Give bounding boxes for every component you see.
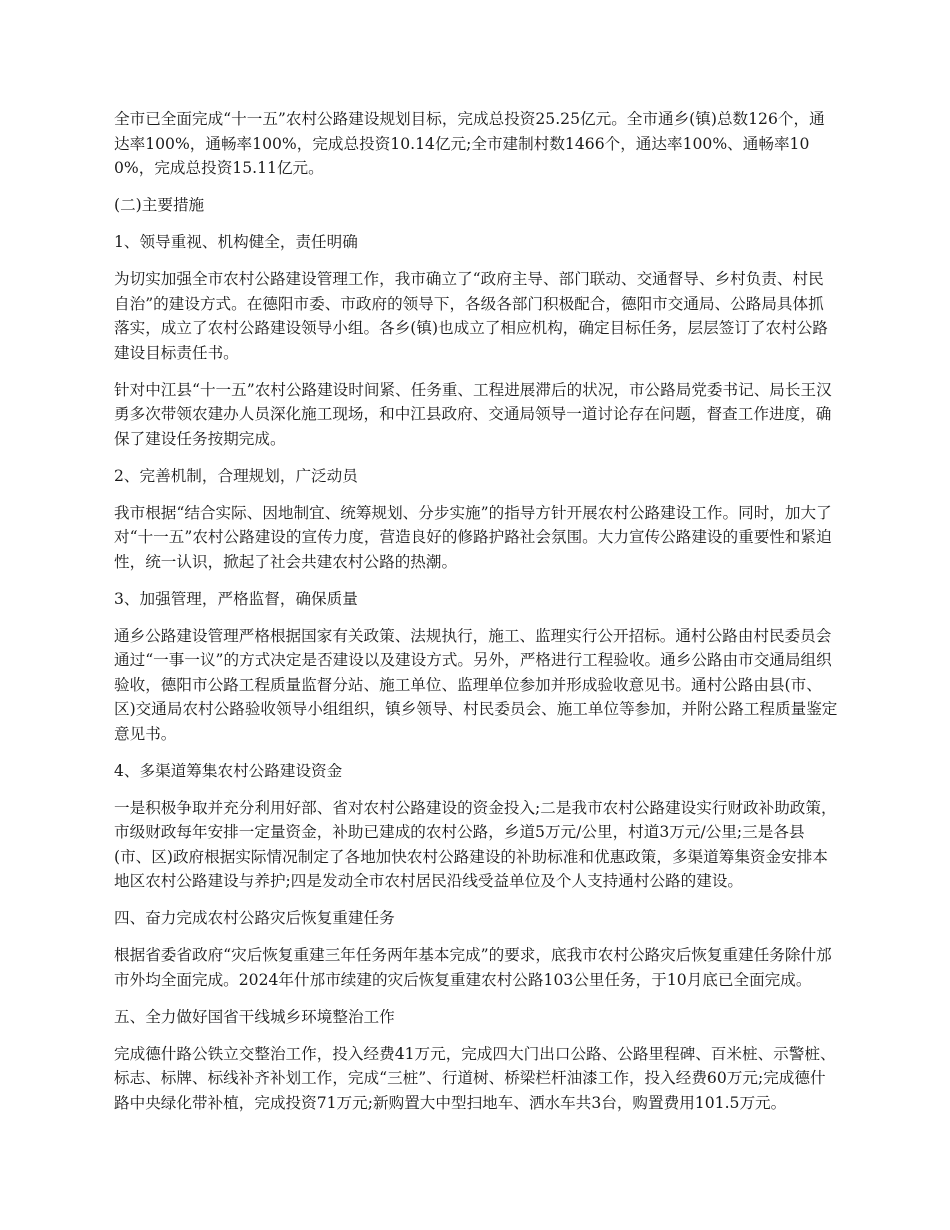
paragraph-section-5: 完成德什路公铁立交整治工作，投入经费41万元，完成四大门出口公路、公路里程碑、百米桩、示警桩、标志、标牌、标线补齐补划工作，完成“三桩”、行道树、桥梁栏杆油漆工作，投入经费60万元;完成德什路中央绿化带补植，完成投资71万元;新购置大中型扫地车、洒水车共3台，购置费用101.5万元。 — [114, 1044, 836, 1112]
paragraph-section-4: 根据省委省政府“灾后恢复重建三年任务两年基本完成”的要求，底我市农村公路灾后恢复重建任务除什邡市外均全面完成。2024年什邡市续建的灾后恢复重建农村公路103公里任务，于10月底已全面完成。 — [114, 946, 832, 989]
document-body — [114, 107, 839, 1128]
paragraph-measure-4: 一是积极争取并充分利用好部、省对农村公路建设的资金投入;二是我市农村公路建设实行财政补助政策，市级财政每年安排一定量资金，补助已建成的农村公路，乡道5万元/公里，村道3万元/公里;三是各县(市、区)政府根据实际情况制定了各地加快农村公路建设的补助标准和优惠政策，多渠道筹集资金安排本地区农村公路建设与养护;四是发动全市农村居民沿线受益单位及个人支持通村公路的建设。 — [114, 798, 837, 890]
heading-measure-1: 1、领导重视、机构健全，责任明确 — [114, 233, 358, 251]
paragraph-measure-2: 我市根据“结合实际、因地制宜、统筹规划、分步实施”的指导方针开展农村公路建设工作。同时，加大了对“十一五”农村公路建设的宣传力度，营造良好的修路护路社会氛围。大力宣传公路建设的重要性和紧迫性，统一认识，掀起了社会共建农村公路的热潮。 — [114, 503, 832, 571]
heading-main-measures: (二)主要措施 — [114, 196, 205, 214]
paragraph-measure-3: 通乡公路建设管理严格根据国家有关政策、法规执行，施工、监理实行公开招标。通村公路由村民委员会通过“一事一议”的方式决定是否建设以及建设方式。另外，严格进行工程验收。通乡公路由市交通局组织验收，德阳市公路工程质量监督分站、施工单位、监理单位参加并形成验收意见书。通村公路由县(市、区)交通局农村公路验收领导小组组织，镇乡领导、村民委员会、施工单位等参加，并附公路工程质量鉴定意见书。 — [114, 626, 838, 743]
heading-section-5: 五、全力做好国省干线城乡环境整治工作 — [114, 1007, 395, 1026]
heading-section-4: 四、奋力完成农村公路灾后恢复重建任务 — [114, 909, 395, 927]
heading-measure-2: 2、完善机制，合理规划，广泛动员 — [114, 466, 358, 485]
paragraph-measure-1a: 为切实加强全市农村公路建设管理工作，我市确立了“政府主导、部门联动、交通督导、乡村负责、村民自治”的建设方式。在德阳市委、市政府的领导下，各级各部门积极配合，德阳市交通局、公路局具体抓落实，成立了农村公路建设领导小组。各乡(镇)也成立了相应机构，确定目标任务，层层签订了农村公路建设目标责任书。 — [114, 270, 828, 362]
paragraph-measure-1b: 针对中江县“十一五”农村公路建设时间紧、任务重、工程进展滞后的状况，市公路局党委书记、局长王汉勇多次带领农建办人员深化施工现场，和中江县政府、交通局领导一道讨论存在问题，督查工作进度，确保了建设任务按期完成。 — [114, 380, 832, 448]
heading-measure-4: 4、多渠道筹集农村公路建设资金 — [114, 761, 343, 780]
paragraph-summary: 全市已全面完成“十一五”农村公路建设规划目标，完成总投资25.25亿元。全市通乡(镇)总数126个，通达率100%，通畅率100%，完成总投资10.14亿元;全市建制村数1466个，通达率100%、通畅率100%，完成总投资15.11亿元。 — [114, 110, 825, 177]
heading-measure-3: 3、加强管理，严格监督，确保质量 — [114, 589, 358, 608]
